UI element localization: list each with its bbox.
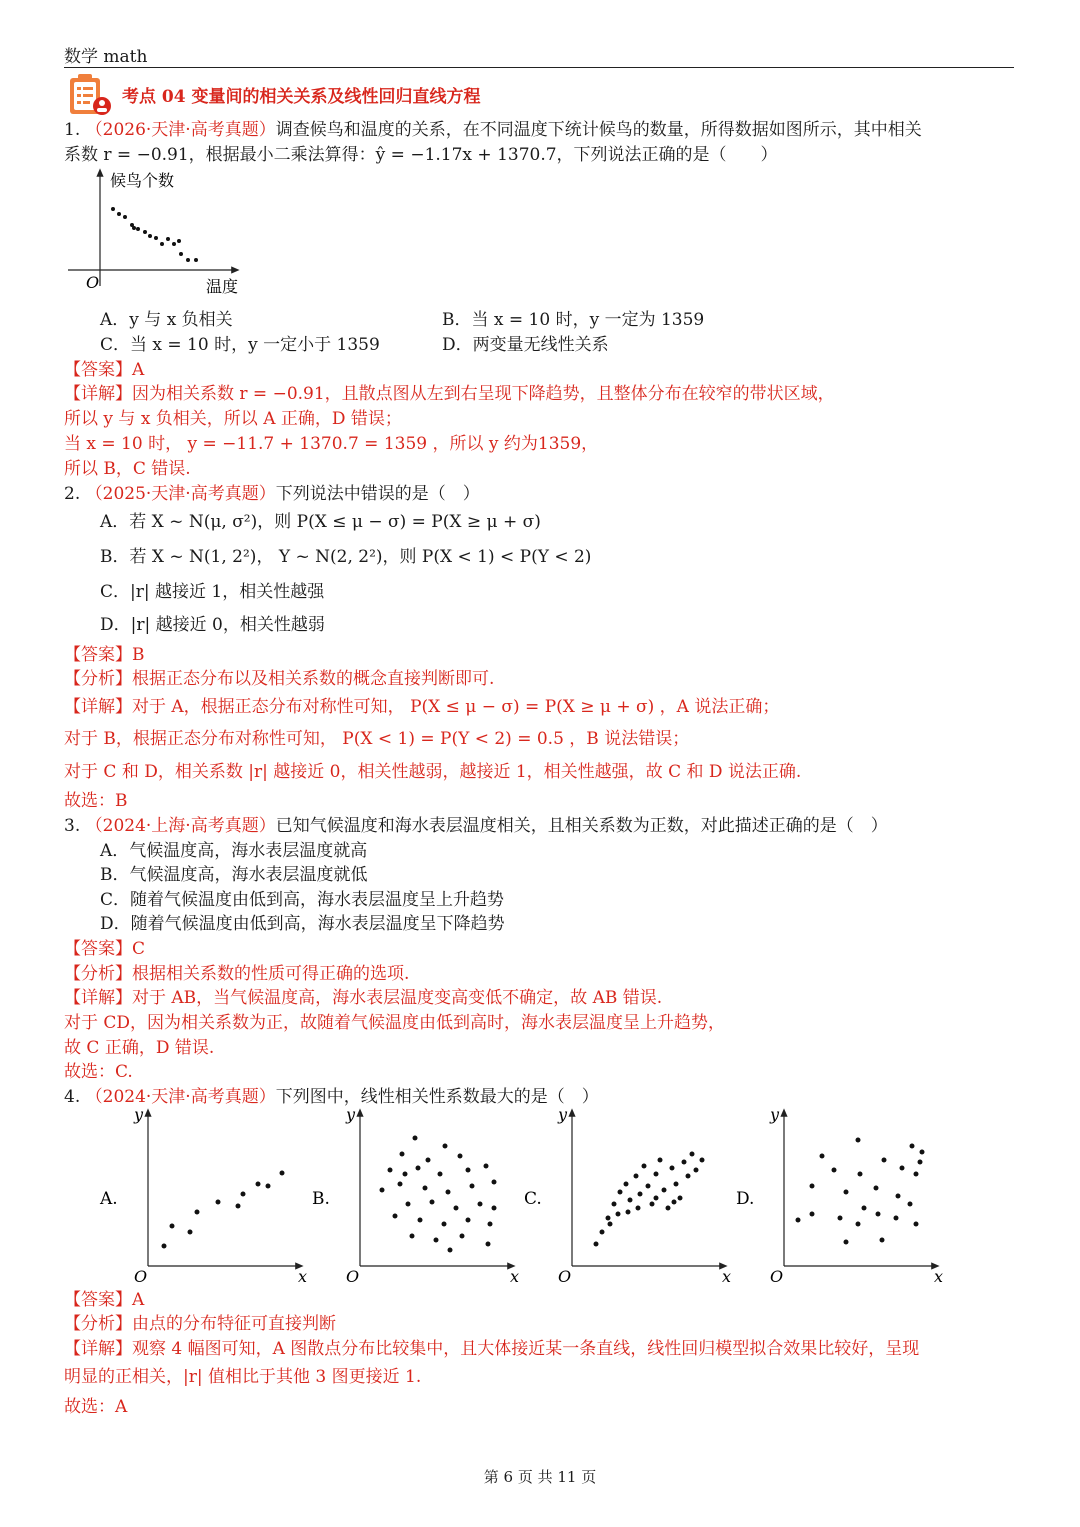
q4-c-y-label: y <box>558 1105 568 1124</box>
q2-detail-2: 对于 B，根据正态分布对称性可知， P(X < 1) = P(Y < 2) = 0.5 ，B 说法错误； <box>64 729 690 749</box>
q4-number: 4. <box>64 1087 81 1107</box>
q1-option-c: C．当 x = 10 时，y 一定小于 1359 <box>100 335 380 355</box>
q4-c-x-label: x <box>722 1267 732 1286</box>
section-title: 考点 04 变量间的相关关系及线性回归直线方程 <box>122 87 481 107</box>
q1-detail-2: 所以 y 与 x 负相关，所以 A 正确，D 错误； <box>64 409 402 429</box>
q3-number: 3. <box>64 816 81 836</box>
q4-label-c: C. <box>524 1189 542 1209</box>
q4-label-a: A. <box>100 1189 118 1209</box>
q4-b-origin: O <box>346 1267 360 1286</box>
page-header: 数学 math <box>64 47 148 67</box>
q4-analysis: 【分析】由点的分布特征可直接判断 <box>64 1314 336 1334</box>
q3-stem: 已知气候温度和海水表层温度相关，且相关系数为正数，对此描述正确的是（ ） <box>275 816 888 836</box>
q4-scatter-figures <box>90 1104 970 1292</box>
q4-d-y-label: y <box>770 1105 780 1124</box>
q3-source: （2024·上海·高考真题） <box>85 816 276 836</box>
q4-choice: 故选：A <box>64 1397 128 1417</box>
q2-line1 <box>64 482 480 506</box>
q2-stem: 下列说法中错误的是（ ） <box>275 484 480 504</box>
q3-detail-1: 【详解】对于 AB，当气候温度高，海水表层温度变高变低不确定，故 AB 错误. <box>64 988 663 1008</box>
q2-option-b: B．若 X ~ N(1, 2²)， Y ~ N(2, 2²)，则 P(X < 1) < P(Y < 2) <box>100 547 592 567</box>
q2-answer: 【答案】B <box>64 645 145 665</box>
q4-a-y-label: y <box>134 1105 144 1124</box>
q4-d-x-label: x <box>934 1267 944 1286</box>
q4-stem: 下列图中，线性相关性系数最大的是（ ） <box>275 1087 599 1107</box>
q1-scatter-figure <box>64 168 254 298</box>
q3-detail-2: 对于 CD，因为相关系数为正，故随着气候温度由低到高时，海水表层温度呈上升趋势， <box>64 1013 726 1033</box>
q1-fig-ylabel: 候鸟个数 <box>110 171 175 190</box>
q3-line1 <box>64 814 888 838</box>
q1-option-d: D．两变量无线性关系 <box>442 335 609 355</box>
q1-fig-xlabel: 温度 <box>206 277 239 296</box>
q4-a-origin: O <box>134 1267 148 1286</box>
q1-answer: 【答案】A <box>64 360 145 380</box>
q4-b-y-label: y <box>346 1105 356 1124</box>
page-footer: 第 6 页 共 11 页 <box>483 1468 597 1486</box>
q1-detail-1: 【详解】因为相关系数 r = −0.91，且散点图从左到右呈现下降趋势，且整体分布在较窄的带状区域， <box>64 384 835 404</box>
q1-scatter-points <box>111 207 198 262</box>
q4-panel-b <box>312 1105 519 1286</box>
q1-stem-line2: 系数 r = −0.91，根据最小二乘法算得：ŷ = −1.17x + 1370.7，下列说法正确的是（ ） <box>64 145 778 165</box>
q3-option-d: D．随着气候温度由低到高，海水表层温度呈下降趋势 <box>100 914 505 934</box>
q1-fig-origin: O <box>86 273 100 292</box>
q4-answer: 【答案】A <box>64 1290 145 1310</box>
q3-detail-3: 故 C 正确，D 错误. <box>64 1038 215 1058</box>
q2-option-c: C．|r| 越接近 1，相关性越强 <box>100 582 325 602</box>
q1-option-b: B．当 x = 10 时，y 一定为 1359 <box>442 310 705 330</box>
q2-option-a: A．若 X ~ N(μ, σ²)，则 P(X ≤ μ − σ) = P(X ≥ μ + σ) <box>100 512 541 532</box>
q4-a-x-label: x <box>298 1267 308 1286</box>
q2-detail-3: 对于 C 和 D，相关系数 |r| 越接近 0，相关性越弱，越接近 1，相关性越强，故 C 和 D 说法正确. <box>64 762 802 782</box>
q2-option-d: D．|r| 越接近 0，相关性越弱 <box>100 615 325 635</box>
q3-choice: 故选：C. <box>64 1062 133 1082</box>
q2-choice: 故选：B <box>64 791 128 811</box>
q4-detail-1: 【详解】观察 4 幅图可知，A 图散点分布比较集中，且大体接近某一条直线，线性回归模型拟合效果比较好，呈现 <box>64 1339 920 1359</box>
q3-answer: 【答案】C <box>64 939 146 959</box>
clipboard-checklist-icon <box>66 72 112 118</box>
q3-option-c: C．随着气候温度由低到高，海水表层温度呈上升趋势 <box>100 890 505 910</box>
q4-source: （2024·天津·高考真题） <box>85 1087 276 1107</box>
q3-option-b: B．气候温度高，海水表层温度就低 <box>100 865 368 885</box>
q4-b-x-label: x <box>510 1267 520 1286</box>
q4-panel-c <box>524 1105 731 1286</box>
header-rule <box>64 67 1014 68</box>
q4-c-origin: O <box>558 1267 572 1286</box>
q1-source: （2026·天津·高考真题） <box>85 120 276 140</box>
q3-analysis: 【分析】根据相关系数的性质可得正确的选项. <box>64 964 410 984</box>
q2-analysis: 【分析】根据正态分布以及相关系数的概念直接判断即可. <box>64 669 495 689</box>
q3-option-a: A．气候温度高，海水表层温度就高 <box>100 841 368 861</box>
q4-panel-a <box>99 1105 307 1286</box>
q1-stem-line1: 调查候鸟和温度的关系，在不同温度下统计候鸟的数量，所得数据如图所示，其中相关 <box>275 120 922 140</box>
q2-source: （2025·天津·高考真题） <box>85 484 276 504</box>
q1-detail-3: 当 x = 10 时， y = −11.7 + 1370.7 = 1359 ，所以 y 约为1359， <box>64 434 599 454</box>
q4-panel-d <box>736 1105 943 1286</box>
q1-detail-4: 所以 B，C 错误. <box>64 459 191 479</box>
q4-label-d: D. <box>736 1189 755 1209</box>
q1-line1 <box>64 118 922 142</box>
q4-label-b: B. <box>312 1189 330 1209</box>
q2-number: 2. <box>64 484 81 504</box>
q2-detail-1: 【详解】对于 A，根据正态分布对称性可知， P(X ≤ μ − σ) = P(X ≥ μ + σ) ，A 说法正确； <box>64 697 780 717</box>
q4-d-origin: O <box>770 1267 784 1286</box>
q1-number: 1. <box>64 120 81 140</box>
q4-detail-2: 明显的正相关，|r| 值相比于其他 3 图更接近 1. <box>64 1367 422 1387</box>
q1-option-a: A．y 与 x 负相关 <box>100 310 233 330</box>
